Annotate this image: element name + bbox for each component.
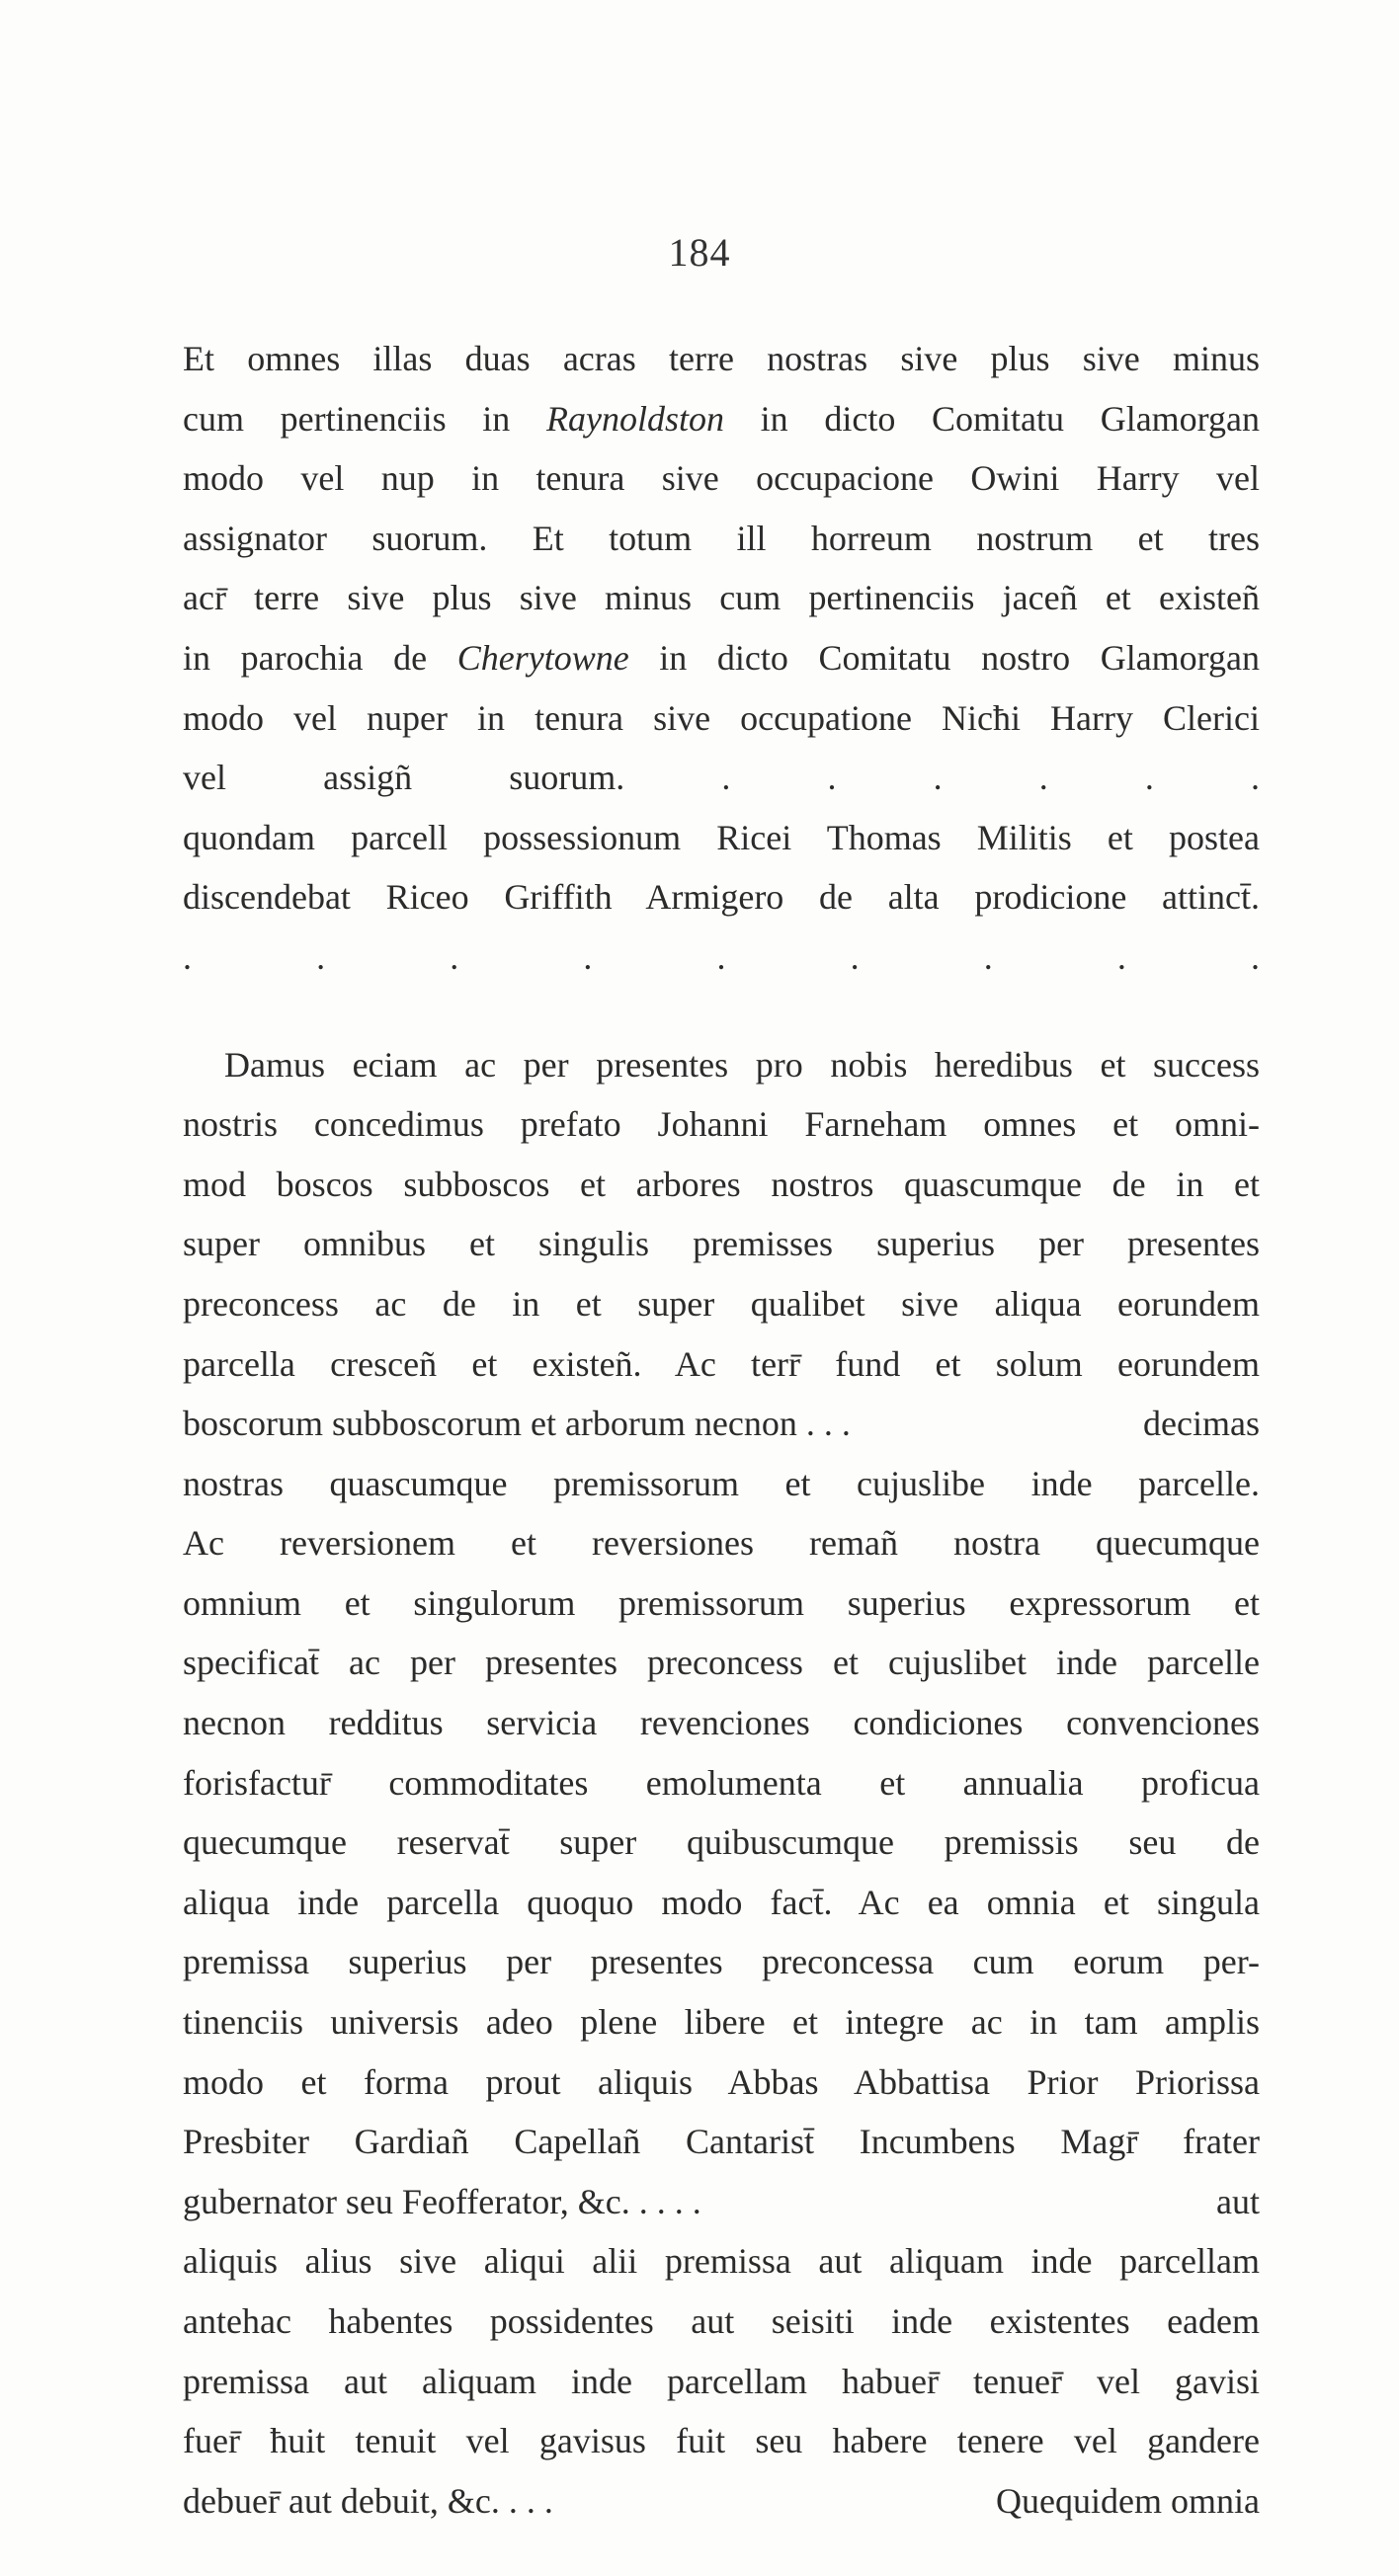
text-line: quondam parcell possessionum Ricei Thomas Militis et postea xyxy=(183,817,1260,857)
text-line: mod boscos subboscos et arbores nostros quascumque de in et xyxy=(183,1164,1260,1204)
text-line: omnium et singulorum premissorum superius expressorum et xyxy=(183,1582,1260,1623)
text-line: preconcess ac de in et super qualibet sive aliqua eorundem xyxy=(183,1283,1260,1324)
text-line: discendebat Riceo Griffith Armigero de alta prodicione attinct̄. xyxy=(183,877,1260,918)
place-name: Raynoldston xyxy=(545,398,724,439)
text-line: nostris concedimus prefato Johanni Farneham omnes et omni- xyxy=(183,1104,1260,1145)
text-line: cum pertinenciis in Raynoldston in dicto Comitatu Glamorgan xyxy=(183,398,1260,439)
text-line: fuer̄ ħuit tenuit vel gavisus fuit seu habere tenere vel gandere xyxy=(183,2421,1260,2461)
text-line: Presbiter Gardiañ Capellañ Cantarist̄ Incumbens Magr̄ frater xyxy=(183,2122,1260,2162)
place-name: Cherytowne xyxy=(456,637,629,678)
text-line: modo et forma prout aliquis Abbas Abbattisa Prior Priorissa xyxy=(183,2061,1260,2102)
ellipsis-line: . . . . . . . . . xyxy=(183,936,1260,977)
text-line: super omnibus et singulis premisses superius per presentes xyxy=(183,1224,1260,1264)
text-line: aliqua inde parcella quoquo modo fact̄. Ac ea omnia et singula xyxy=(183,1882,1260,1922)
text-line: nostras quascumque premissorum et cujuslibe inde parcelle. xyxy=(183,1463,1260,1503)
text-line: vel assigñ suorum. . . . . . . xyxy=(183,758,1260,798)
paragraph-1 xyxy=(183,329,1260,988)
text-line: specificat̄ ac per presentes preconcess et cujuslibet inde parcelle xyxy=(183,1643,1260,1683)
text-line: quecumque reservat̄ super quibuscumque premissis seu de xyxy=(183,1822,1260,1863)
body-text xyxy=(183,329,1260,2531)
text-line: aliquis alius sive aliqui alii premissa aut aliquam inde parcellam xyxy=(183,2241,1260,2282)
page-number: 184 xyxy=(668,230,731,275)
text-line: premissa superius per presentes preconcessa cum eorum per- xyxy=(183,1942,1260,1982)
text-line: forisfactur̄ commoditates emolumenta et annualia proficua xyxy=(183,1762,1260,1803)
text-line: modo vel nuper in tenura sive occupatione Nicħi Harry Clerici xyxy=(183,697,1260,738)
text-line: premissa aut aliquam inde parcellam habuer̄ tenuer̄ vel gavisi xyxy=(183,2361,1260,2401)
text-line: acr̄ terre sive plus sive minus cum pertinenciis jaceñ et existeñ xyxy=(183,578,1260,618)
text-line: debuer̄ aut debuit, &c. . . . Quequidem omnia xyxy=(183,2480,1260,2521)
text-line: Ac reversionem et reversiones remañ nostra quecumque xyxy=(183,1523,1260,1564)
text-line: modo vel nup in tenura sive occupacione Owini Harry vel xyxy=(183,458,1260,499)
text-line: tinenciis universis adeo plene libere et integre ac in tam amplis xyxy=(183,2002,1260,2043)
text-line: in parochia de Cherytowne in dicto Comitatu nostro Glamorgan xyxy=(183,637,1260,678)
text-line: antehac habentes possidentes aut seisiti inde existentes eadem xyxy=(183,2301,1260,2341)
text-line: Damus eciam ac per presentes pro nobis heredibus et success xyxy=(224,1044,1260,1085)
text-line: necnon redditus servicia revenciones condiciones convenciones xyxy=(183,1703,1260,1743)
text-line: boscorum subboscorum et arborum necnon . . . decimas xyxy=(183,1404,1260,1444)
paragraph-2 xyxy=(183,1035,1260,2532)
text-line: parcella cresceñ et existeñ. Ac terr̄ fund et solum eorundem xyxy=(183,1343,1260,1384)
text-line: gubernator seu Feofferator, &c. . . . . aut xyxy=(183,2181,1260,2221)
text-line: Et omnes illas duas acras terre nostras sive plus sive minus xyxy=(183,339,1260,378)
text-line: assignator suorum. Et totum ill horreum nostrum et tres xyxy=(183,518,1260,558)
